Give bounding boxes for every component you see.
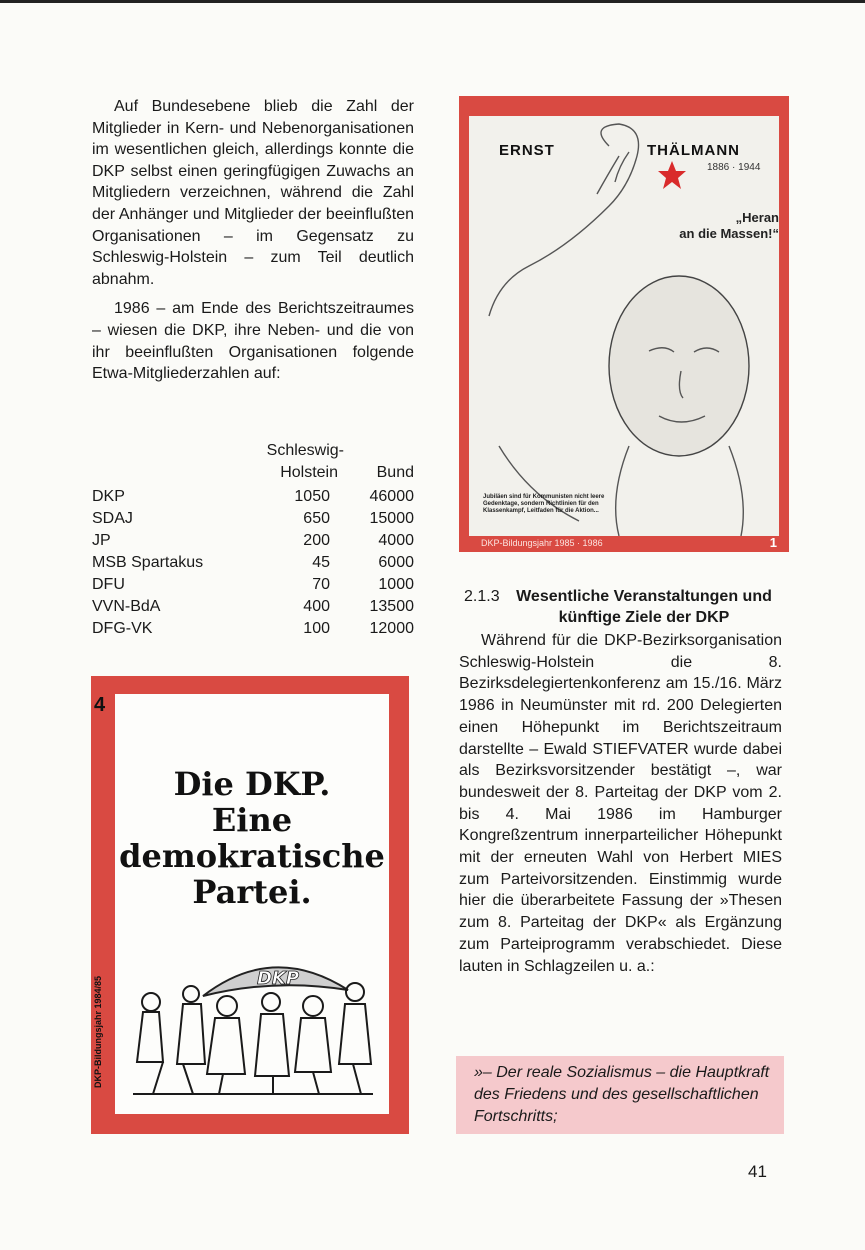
col-schleswig-line1: Schleswig-: [266, 442, 344, 459]
poster-number: 4: [94, 694, 106, 716]
row-sh: 1050: [294, 488, 330, 505]
table-row: [92, 530, 422, 552]
row-name: SDAJ: [92, 510, 133, 527]
row-name: DKP: [92, 488, 125, 505]
row-name: MSB Spartakus: [92, 554, 204, 571]
table-row: [92, 552, 422, 574]
right-column-text: [459, 630, 782, 977]
balloon-text: DKP: [256, 968, 300, 989]
paragraph-membership: Auf Bundesebene blieb die Zahl der Mitglieder in Kern- und Nebenorganisationen im wesentlichen gleich, allerdings konnte die DKP selbst einen geringfügigen Zuwachs an Mitgliedern verzeichnen, während die Zahl der Anhänger und Mitglieder der beeinflußten Organisationen – im Gegensatz zu Schleswig-Holstein – zum Teil deutlich abnahm.: [92, 98, 414, 288]
row-bund: 12000: [369, 620, 414, 637]
row-sh: 650: [303, 510, 330, 527]
col-schleswig-line2: Holstein: [280, 464, 338, 481]
quote-box: [456, 1056, 784, 1134]
poster-slogan: [639, 210, 779, 242]
row-sh: 70: [312, 576, 330, 593]
section-number: 2.1.3: [464, 588, 500, 605]
row-sh: 200: [303, 532, 330, 549]
paragraph-1986: 1986 – am Ende des Berichtszeitraumes – wiesen die DKP, ihre Neben- und die von ihr beeinflußten Organisationen folgende Etwa-Mitgliederzahlen auf:: [92, 300, 414, 383]
poster-small-text: Jubiläen sind für Kommunisten nicht leere Gedenktage, sondern Richtlinien für den Klassenkampf, Leitfaden für die Aktion...: [483, 494, 605, 514]
table-row: [92, 596, 422, 618]
poster-title-line: Partei.: [192, 873, 312, 911]
slogan-line: „Heran: [735, 210, 779, 225]
poster-inner: [469, 116, 779, 536]
row-bund: 13500: [369, 598, 414, 615]
row-name: DFG-VK: [92, 620, 153, 637]
table-row: [92, 618, 422, 640]
row-sh: 100: [303, 620, 330, 637]
row-name: JP: [92, 532, 111, 549]
table-row: [92, 486, 422, 508]
poster-footer: DKP-Bildungsjahr 1985 · 1986: [481, 538, 603, 548]
row-sh: 45: [312, 554, 330, 571]
row-bund: 6000: [378, 554, 414, 571]
poster-vertical-caption: DKP-Bildungsjahr 1984/85: [93, 976, 103, 1089]
poster-title: [115, 766, 389, 910]
row-name: DFU: [92, 576, 125, 593]
poster-thaelmann: [459, 96, 789, 552]
membership-table: [92, 440, 422, 640]
top-rule: [0, 0, 865, 3]
table-header: [92, 440, 422, 486]
section-title: Wesentliche Veranstaltungen und künftige Ziele der DKP: [516, 588, 772, 626]
row-bund: 4000: [378, 532, 414, 549]
row-sh: 400: [303, 598, 330, 615]
table-row: [92, 574, 422, 596]
row-name: VVN-BdA: [92, 598, 161, 615]
poster-inner: [115, 694, 389, 1114]
poster-name-last: THÄLMANN: [647, 142, 740, 159]
poster-number: 1: [769, 535, 777, 550]
slogan-line: an die Massen!“: [679, 226, 779, 241]
row-bund: 46000: [369, 488, 414, 505]
poster-name-first: ERNST: [499, 142, 555, 159]
poster-title-line: demokratische: [119, 837, 385, 875]
portrait-illustration: [469, 116, 779, 536]
left-column-text: [92, 96, 414, 393]
crowd-illustration: [123, 944, 381, 1109]
col-bund: Bund: [376, 464, 414, 481]
red-star-icon: [657, 160, 687, 190]
row-bund: 15000: [369, 510, 414, 527]
table-row: [92, 508, 422, 530]
row-bund: 1000: [378, 576, 414, 593]
poster-title-line: Eine: [211, 801, 293, 839]
quote-text: »– Der reale Sozialismus – die Hauptkraft des Friedens und des gesellschaftlichen Fortschritts;: [474, 1064, 770, 1125]
poster-dkp-demokratisch: [91, 676, 409, 1134]
page-number: 41: [748, 1162, 767, 1181]
poster-title-line: Die DKP.: [173, 765, 331, 803]
poster-years: 1886 · 1944: [707, 162, 761, 173]
paragraph-events: Während für die DKP-Bezirksorganisation Schleswig-Holstein die 8. Bezirksdelegiertenkonferenz am 15./16. März 1986 in Neumünster mit rd. 200 Delegierten einen Höhepunkt im Berichtszeitraum darstellte – Ewald STIEFVATER wurde dabei als Bezirksvorsitzender bestätigt –, war bundesweit der 8. Parteitag der DKP vom 2. bis 4. Mai 1986 im Hamburger Kongreßzentrum innerparteilicher Höhepunkt mit der erneuten Wahl von Herbert MIES zum Parteivorsitzenden. Einstimmig wurde hier die überarbeitete Fassung der »Thesen zum 8. Parteitag der DKP« als Ergänzung zum Parteiprogramm verabschiedet. Diese lauten in Schlagzeilen u. a.:: [459, 632, 782, 975]
